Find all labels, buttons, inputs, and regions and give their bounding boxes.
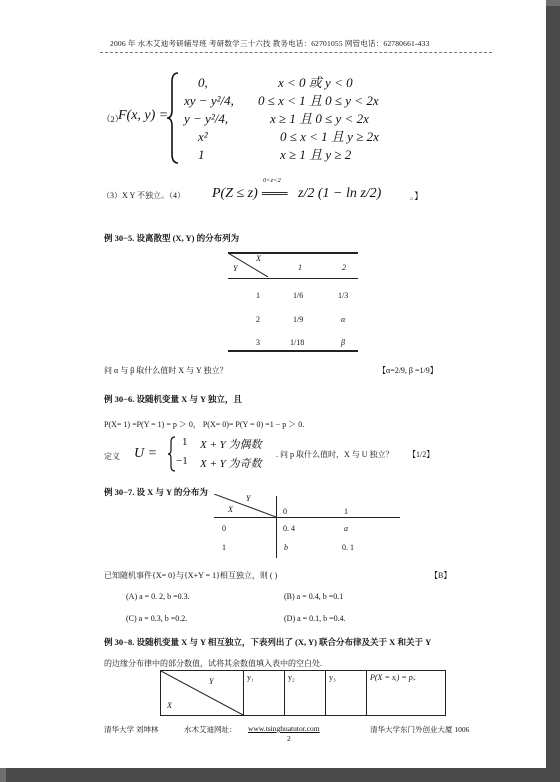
part2-lhs: F(x, y) = [118,108,169,123]
ex30-8-table [160,670,446,716]
footer-site-label: 水木艾迪网址： [184,725,237,734]
part2-cases-cond [258,74,379,164]
ex30-8-col-y3: y₃ [326,671,367,716]
ex30-6-case2-val: −1 [176,455,188,467]
ex30-7-question: 已知随机事件{X= 0}与{X+Y = 1}相互独立，则 ( ) [104,571,278,580]
ex30-8-corner-y: Y [209,677,214,686]
ex30-5-col-1: 1 [298,263,302,272]
page-header: 2006 年 水木艾迪考研辅导班 考研数学三十六技 教务电话：62701055 网管电话：62780661-433 [110,39,430,48]
ex30-8-col-y1: y₁ [244,671,285,716]
case-cond-5: x ≥ 1 且 y ≥ 2 [280,147,352,162]
ex30-5-row3-y: 3 [256,338,260,347]
ex30-5-answer: 【α=2/9, β =1/9】 [378,366,438,375]
ex30-8-corner-cell [161,671,244,716]
ex30-5-row1-y: 1 [256,291,260,300]
ex30-5-corner-y: Y [233,264,238,273]
option-c: (C) a = 0.3, b =0.2. [126,614,188,623]
case-expr-4: x² [198,129,208,144]
ex30-5-corner-x: X [256,254,261,263]
ex30-5-row3-v2: β [341,338,345,347]
footer-right: 清华大学东门外创业大厦 1006 [370,725,470,734]
ex30-8-col-marginal: P(X = xᵢ) = pᵢ. [367,671,446,716]
ex30-5-row2-v2: α [341,315,346,324]
option-d: (D) a = 0.1, b =0.4. [284,614,346,623]
ex30-5-row1-v2: 1/3 [338,291,349,300]
ex30-5-bottom-rule [228,350,358,352]
part34-rhs: z/2 (1 − ln z/2) [298,186,382,201]
ex30-7-col-1: 0 [283,507,287,516]
ex30-7-row1-v1: 0. 4 [283,524,295,533]
case-expr-1: 0, [198,75,208,90]
case-cond-2: 0 ≤ x < 1 且 0 ≤ y < 2x [258,93,379,108]
ex30-7-row2-x: 1 [222,543,226,552]
ex30-7-corner-x: X [228,505,233,514]
table-row [161,671,446,716]
ex30-7-row1-x: 0 [222,524,226,533]
ex30-6-case2-cond: X + Y 为奇数 [200,458,262,470]
ex30-8-diagonal [161,671,243,715]
ex30-7-corner-y: Y [246,494,251,503]
ex30-7-header-rule [214,517,400,518]
ex30-7-row2-v1: b [284,543,288,552]
ex30-7-row2-v2: 0. 1 [342,543,354,552]
ex30-7-row1-v2: a [344,524,348,533]
part2-cases-expr [184,74,234,164]
ex30-7-col-2: 1 [344,507,348,516]
ex30-7-diagonal [214,494,276,517]
ex30-6-brace-icon [167,436,176,472]
left-brace-icon [166,72,180,164]
case-expr-2: xy − y²/4, [184,93,234,108]
ex30-6-line2: P(X= 1) =P(Y = 1) = p ＞ 0， P(X= 0)= P(Y = 0) =1 − p ＞ 0. [104,420,305,429]
ex30-5-header-rule [228,278,358,279]
ex30-6-case1-val: 1 [182,436,188,448]
page-shadow-bottom [6,768,560,782]
case-cond-3: x ≥ 1 且 0 ≤ y < 2x [270,111,369,126]
ex30-8-line2: 的边缘分布律中的部分数值，试将其余数值填入表中的空白处. [104,659,322,668]
ex30-8-corner-x: X [167,701,172,710]
ex30-6-tail: . 问 p 取什么值时，X 与 U 独立？ [276,450,394,459]
ex30-7-answer: 【B】 [430,571,452,580]
ex30-5-row3-v1: 1/18 [290,338,305,347]
ex30-5-title: 例 30−5. 设离散型 (X, Y) 的分布列为 [104,233,240,243]
case-cond-4: 0 ≤ x < 1 且 y ≥ 2x [280,129,379,144]
ex30-6-answer: 【1/2】 [408,450,435,459]
ex30-5-question: 问 α 与 β 取什么值时 X 与 Y 独立？ [104,366,228,375]
ex30-7-title: 例 30−7. 设 X 与 Y 的分布为 [104,487,208,497]
part34-condition: 0<z<2 [263,177,281,184]
page-number: 2 [287,734,291,743]
part34-text: （3）X Y 不独立。（4） [102,191,185,200]
ex30-6-title: 例 30−6. 设随机变量 X 与 Y 独立，且 [104,394,242,404]
ex30-5-row1-v1: 1/6 [293,291,304,300]
footer-left: 清华大学 刘坤林 [104,725,159,734]
ex30-5-row2-y: 2 [256,315,260,324]
case-cond-1: x < 0 或 y < 0 [278,75,353,90]
ex30-6-case1-cond: X + Y 为偶数 [200,439,262,451]
part34-end: 。】 [410,191,423,201]
part2-label: （2） [102,114,124,124]
case-expr-3: y − y²/4, [184,111,229,126]
part34-formula: P(Z ≤ z) [212,186,258,201]
ex30-8-title: 例 30−8. 设随机变量 X 与 Y 相互独立，下表列出了 (X, Y) 联合分布律及关于 X 和关于 Y [104,637,432,647]
ex30-7-vertical-rule [276,496,277,558]
option-a: (A) a = 0. 2, b =0.3. [126,592,190,601]
ex30-5-row2-v1: 1/9 [293,315,304,324]
ex30-6-define: 定义 [104,452,120,461]
option-b: (B) a = 0.4, b =0.1 [284,592,344,601]
ex30-5-col-2: 2 [342,263,346,272]
part34-equals: ═══ [262,186,288,200]
page-shadow-right [546,6,560,782]
case-expr-5: 1 [198,147,205,162]
ex30-8-col-y2: y₂ [285,671,326,716]
ex30-6-U: U = [134,446,158,461]
footer-url-link[interactable]: www.tsinghuatutor.com [248,724,320,733]
header-rule [100,52,492,53]
